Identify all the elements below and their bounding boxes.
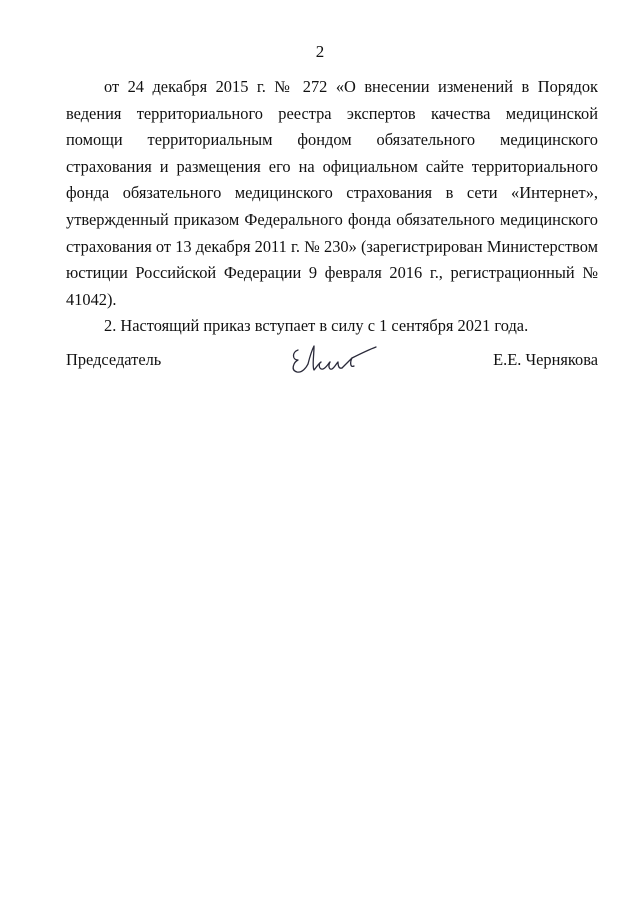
signatory-position: Председатель [66, 350, 162, 369]
signature-block [66, 346, 598, 396]
signatory-name: Е.Е. Чернякова [493, 350, 598, 369]
handwritten-signature [288, 338, 378, 378]
paragraph-effective-date: 2. Настоящий приказ вступает в силу с 1 сентября 2021 года. [104, 316, 529, 336]
document-body [66, 74, 598, 340]
page-number: 2 [315, 42, 325, 61]
paragraph-continuation: от 24 декабря 2015 г. № 272 «О внесении изменений в Порядок ведения территориального реестра экспертов качества медицинской помощи территориальным фондом обязательного медицинского страхования и размещения его на официальном сайте территориального фонда обязательного медицинского страхования в сети «Интернет», утвержденный приказом Федерального фонда обязательного медицинского страхования от 13 декабря 2011 г. № 230» (зарегистрирован Министерством юстиции Российской Федерации 9 февраля 2016 г., регистрационный № 41042). [66, 77, 598, 309]
